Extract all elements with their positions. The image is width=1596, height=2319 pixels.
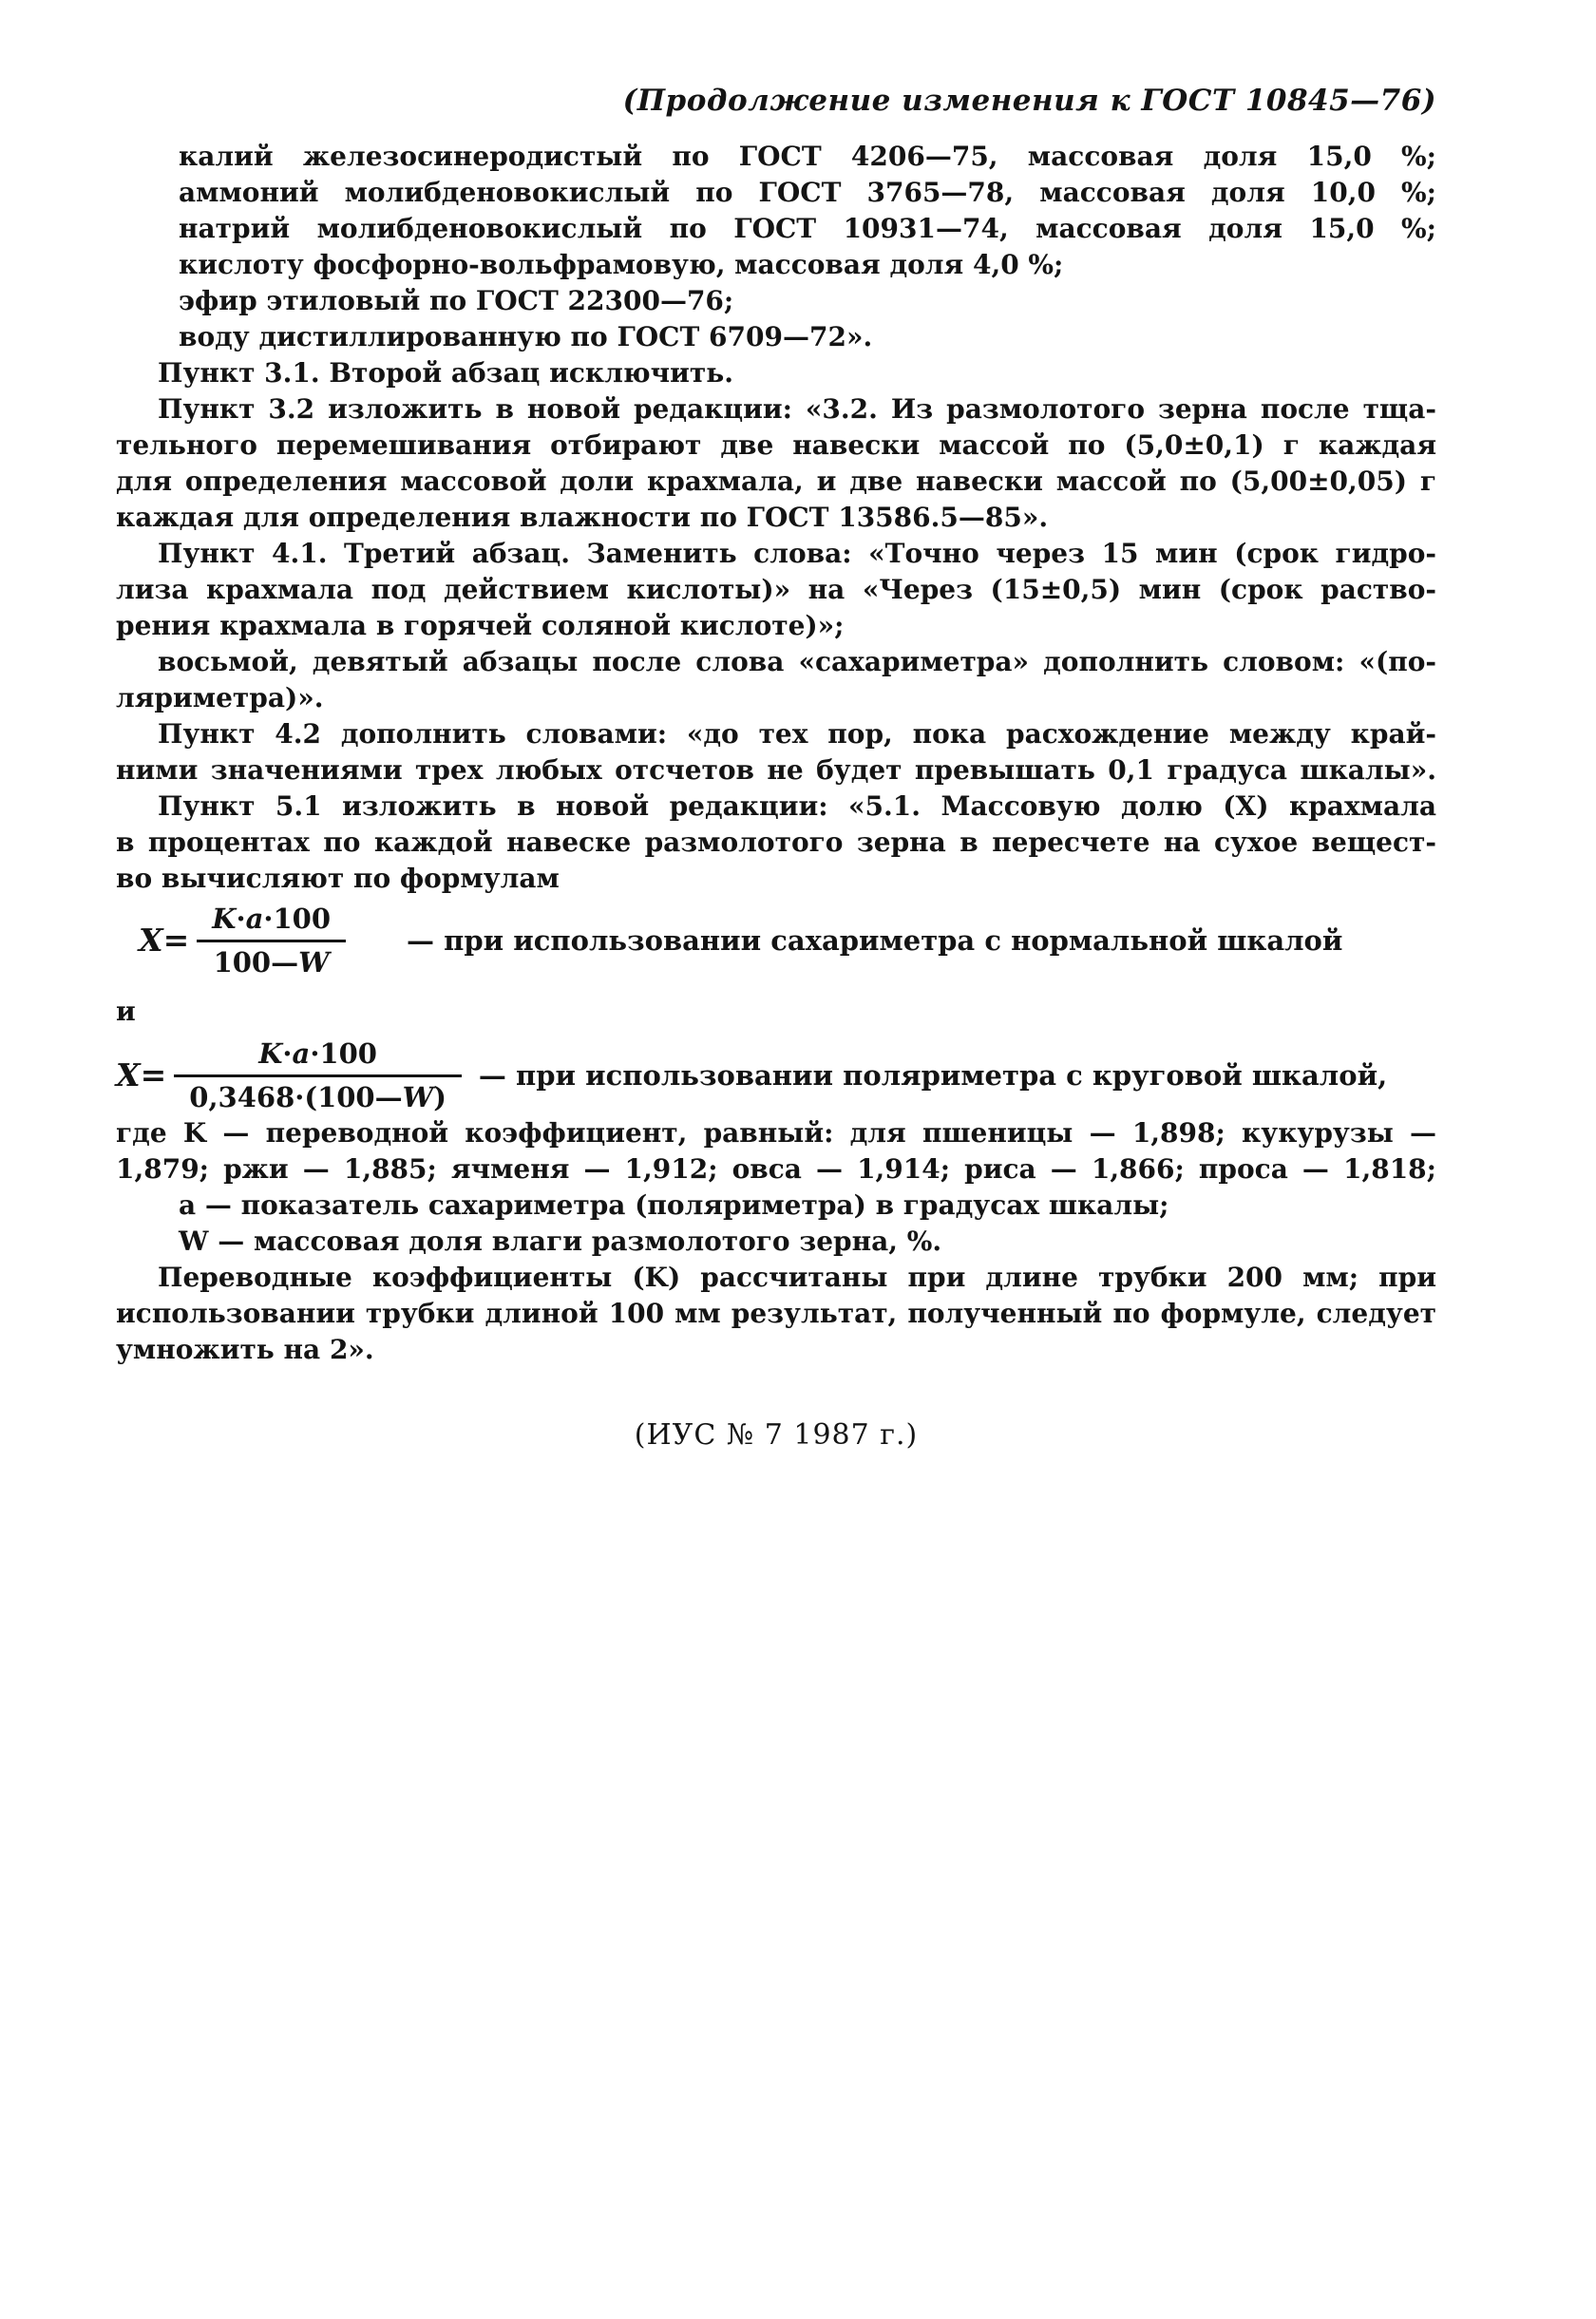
fraction-denominator: 100—W (197, 940, 346, 979)
document-continuation-header: (Продолжение изменения к ГОСТ 10845—76) (622, 84, 1436, 118)
text-line: лиза крахмала под действием кислоты)» на «Через (15±0,5) мин (срок раство- (116, 574, 1436, 605)
text-line: Пункт 3.1. Второй абзац исключить. (158, 357, 733, 389)
document-body (116, 139, 1436, 1454)
text-line: тельного перемешивания отбирают две навески массой по (5,0±0,1) г каждая (116, 429, 1436, 461)
text-line: 1,879; ржи — 1,885; ячменя — 1,912; овса — 1,914; риса — 1,866; проса — 1,818; (116, 1153, 1436, 1185)
text-line: Пункт 5.1 изложить в новой редакции: «5.1. Массовую долю (X) крахмала (158, 790, 1436, 822)
text-line: Пункт 4.2 дополнить словами: «до тех пор, пока расхождение между край- (158, 718, 1436, 750)
text-line: рения крахмала в горячей соляной кислоте)»; (116, 610, 845, 641)
fraction-denominator: 0,3468·(100—W) (174, 1074, 462, 1113)
text-line: в процентах по каждой навеске размолотого зерна в пересчете на сухое вещест- (116, 827, 1436, 858)
amendment-text-bottom (116, 1115, 1436, 1368)
text-line: ляриметра)». (116, 682, 324, 713)
connector-word: и (116, 996, 136, 1027)
text-line: воду дистиллированную по ГОСТ 6709—72». (179, 321, 873, 352)
formula-caption: — при использовании сахариметра с нормальной шкалой (407, 924, 1343, 957)
text-line: каждая для определения влажности по ГОСТ 13586.5—85». (116, 502, 1049, 533)
text-line: аммоний молибденовокислый по ГОСТ 3765—78, массовая доля 10,0 %; (179, 177, 1436, 208)
text-line: W — массовая доля влаги размолотого зерна, %. (179, 1226, 942, 1257)
formula-saccharimeter (139, 903, 1436, 979)
text-line: ними значениями трех любых отсчетов не будет превышать 0,1 градуса шкалы». (116, 754, 1436, 786)
text-line: для определения массовой доли крахмала, и две навески массой по (5,00±0,05) г (116, 466, 1436, 497)
text-line: a — показатель сахариметра (поляриметра) в градусах шкалы; (179, 1189, 1169, 1221)
text-line: кислоту фосфорно-вольфрамовую, массовая доля 4,0 %; (179, 249, 1064, 280)
text-line: Переводные коэффициенты (K) рассчитаны при длине трубки 200 мм; при (158, 1262, 1436, 1293)
text-line: Пункт 4.1. Третий абзац. Заменить слова: «Точно через 15 мин (срок гидро- (158, 538, 1436, 569)
text-line: во вычисляют по формулам (116, 863, 560, 894)
formula-lhs: X= (139, 922, 190, 959)
text-line: использовании трубки длиной 100 мм результат, полученный по формуле, следует (116, 1298, 1436, 1329)
fraction (174, 1037, 462, 1113)
fraction-numerator: K·a·100 (258, 1037, 377, 1070)
text-line: калий железосинеродистый по ГОСТ 4206—75, массовая доля 15,0 %; (179, 141, 1436, 172)
text-line: натрий молибденовокислый по ГОСТ 10931—74, массовая доля 15,0 %; (179, 213, 1436, 244)
amendment-text-top (116, 139, 1436, 897)
text-line: где K — переводной коэффициент, равный: для пшеницы — 1,898; кукурузы — (116, 1117, 1436, 1149)
publication-footer: (ИУС № 7 1987 г.) (634, 1418, 919, 1452)
fraction-numerator: K·a·100 (212, 903, 332, 935)
text-line: умножить на 2». (116, 1334, 374, 1365)
formula-lhs: X= (116, 1056, 167, 1093)
text-line: восьмой, девятый абзацы после слова «сахариметра» дополнить словом: «(по- (158, 646, 1436, 677)
text-line: эфир этиловый по ГОСТ 22300—76; (179, 285, 734, 316)
formula-caption: — при использовании поляриметра с круговой шкалой, (478, 1059, 1388, 1092)
text-line: Пункт 3.2 изложить в новой редакции: «3.2. Из размолотого зерна после тща- (158, 393, 1436, 425)
fraction (197, 903, 346, 979)
formula-polarimeter (116, 1037, 1436, 1113)
